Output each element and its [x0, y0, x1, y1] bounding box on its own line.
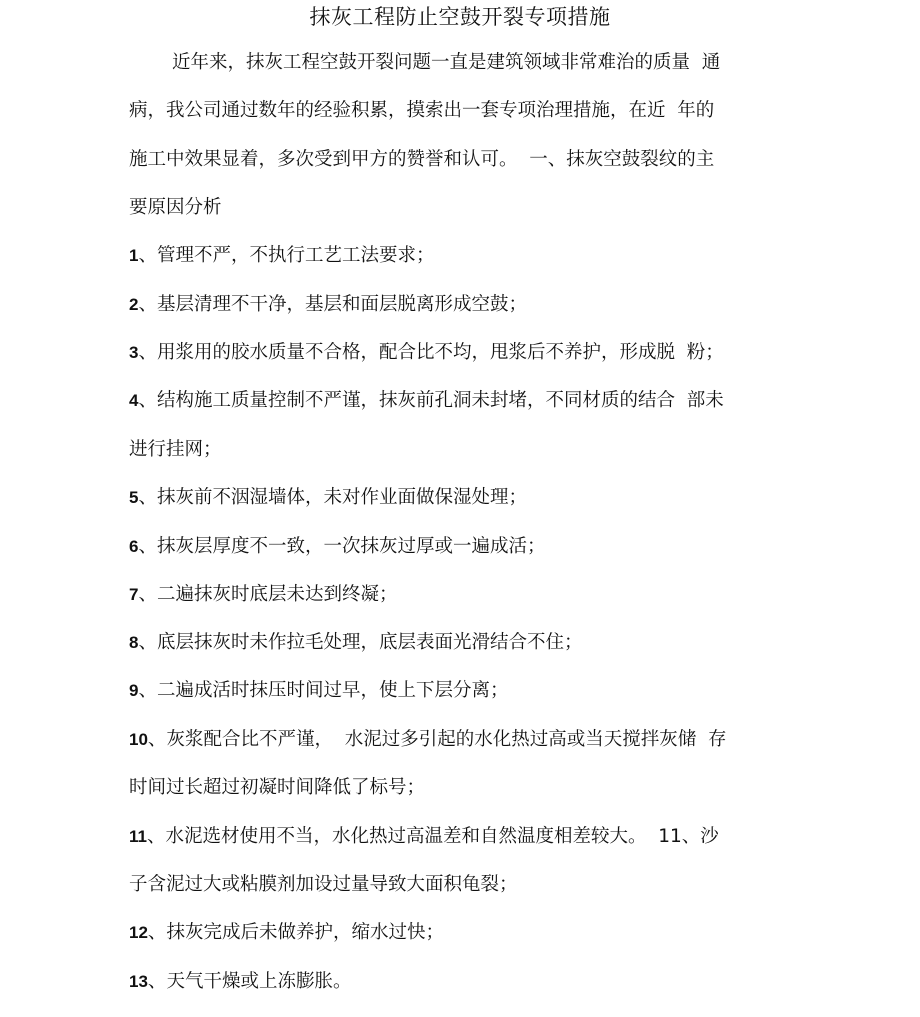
item-number: 13 [129, 972, 148, 991]
intro-line: 施工中效果显着，多次受到甲方的赞誉和认可。 一、抹灰空鼓裂纹的主 [129, 149, 715, 170]
item-text: 二遍成活时抹压时间过早，使上下层分离； [156, 680, 509, 701]
item-number: 4 [129, 391, 139, 410]
list-item [129, 582, 398, 608]
item-text: 结构施工质量控制不严谨，抹灰前孔洞未封堵，不同材质的结合 部未 [156, 390, 724, 411]
item-number: 5 [129, 488, 139, 507]
item-number: 8 [129, 633, 139, 652]
item-separator: 、 [147, 971, 167, 992]
item-text: 水泥选材使用不当，水化热过高温差和自然温度相差较大。 11、沙 [165, 826, 719, 847]
item-text: 二遍抹灰时底层未达到终凝； [156, 584, 398, 605]
item-text: 用浆用的胶水质量不合格，配合比不均，甩浆后不养护，形成脱 粉； [156, 342, 724, 363]
item-number: 9 [129, 681, 139, 700]
list-item [129, 630, 583, 656]
item-number: 2 [129, 295, 139, 314]
item-separator: 、 [138, 390, 157, 411]
item-separator: 、 [147, 922, 167, 943]
item-text: 抹灰完成后未做养护，缩水过快； [166, 922, 444, 943]
item-number: 1 [129, 246, 139, 265]
list-item [129, 340, 724, 366]
item-number: 7 [129, 585, 139, 604]
item-text: 抹灰前不洇湿墙体，未对作业面做保湿处理； [156, 487, 527, 508]
list-item [129, 678, 509, 704]
item-text: 天气干燥或上冻膨胀。 [166, 971, 352, 992]
item-number: 3 [129, 343, 139, 362]
item-separator: 、 [138, 342, 157, 363]
list-item-continuation: 进行挂网； [129, 439, 222, 460]
item-separator: 、 [138, 680, 157, 701]
list-item [129, 485, 527, 511]
item-text: 管理不严，不执行工艺工法要求； [156, 245, 435, 266]
item-number: 6 [129, 537, 139, 556]
list-item [129, 243, 435, 269]
page-title: 抹灰工程防止空鼓开裂专项措施 [309, 5, 611, 29]
item-text: 灰浆配合比不严谨， 水泥过多引起的水化热过高或当天搅拌灰储 存 [166, 729, 727, 750]
item-number: 12 [129, 923, 148, 942]
item-separator: 、 [138, 294, 157, 315]
item-separator: 、 [138, 245, 157, 266]
list-item [129, 534, 546, 560]
intro-line: 近年来，抹灰工程空鼓开裂问题一直是建筑领域非常难治的质量 通 [172, 52, 721, 73]
list-item [129, 292, 527, 318]
item-number: 11 [129, 827, 147, 846]
item-separator: 、 [138, 632, 157, 653]
intro-line: 要原因分析 [129, 197, 222, 218]
list-item [129, 969, 351, 995]
item-text: 抹灰层厚度不一致，一次抹灰过厚或一遍成活； [156, 536, 546, 557]
intro-line: 病，我公司通过数年的经验积累，摸索出一套专项治理措施，在近 年的 [129, 100, 715, 121]
item-number: 10 [129, 730, 148, 749]
item-separator: 、 [138, 536, 157, 557]
item-text: 底层抹灰时未作拉毛处理，底层表面光滑结合不住； [156, 632, 583, 653]
item-separator: 、 [146, 826, 166, 847]
list-item [129, 388, 724, 414]
item-separator: 、 [147, 729, 167, 750]
list-item [129, 727, 726, 753]
list-item-continuation: 子含泥过大或粘膜剂加设过量导致大面积龟裂； [129, 874, 518, 895]
list-item-continuation: 时间过长超过初凝时间降低了标号； [129, 777, 426, 798]
list-item [129, 824, 719, 850]
item-separator: 、 [138, 584, 157, 605]
item-text: 基层清理不干净，基层和面层脱离形成空鼓； [156, 294, 527, 315]
item-separator: 、 [138, 487, 157, 508]
list-item [129, 920, 444, 946]
